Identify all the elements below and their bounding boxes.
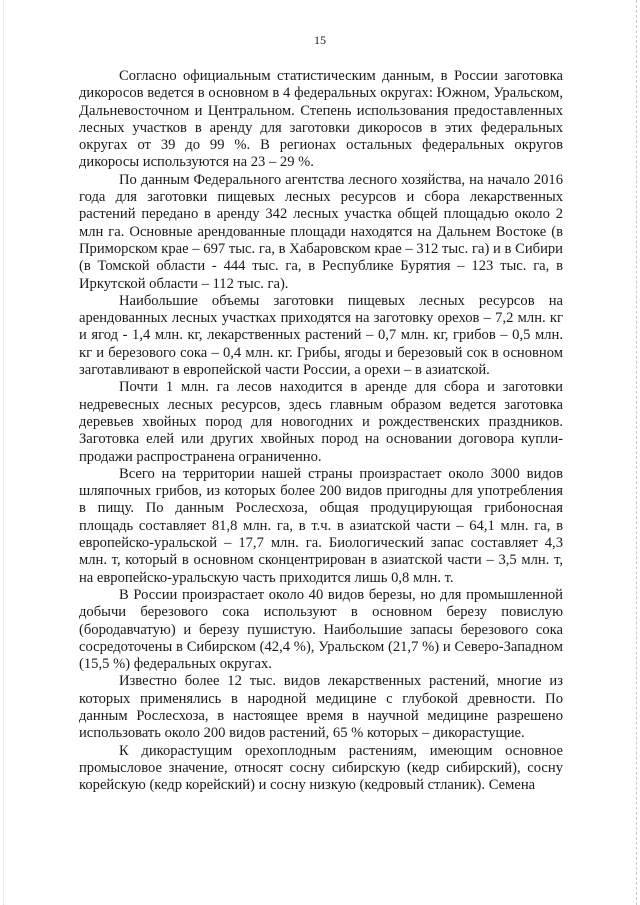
paragraph-2: По данным Федерального агентства лесного хозяйства, на начало 2016 года для заготовки пищевых лесных ресурсов и сбора лекарственных растений передано в аренду 342 лесных участка общей площадью около 2 млн га. Основные арендованные площади находятся на Дальнем Востоке (в Приморском крае – 697 тыс. га, в Хабаровском крае – 312 тыс. га) и в Сибири (в Томской области - 444 тыс. га, в Республике Бурятия – 123 тыс. га, в Иркутской области – 112 тыс. га). (79, 171, 563, 292)
paragraph-3: Наибольшие объемы заготовки пищевых лесных ресурсов на арендованных лесных участках приходятся на заготовку орехов – 7,2 млн. кг и ягод - 1,4 млн. кг, лекарственных растений – 0,7 млн. кг, грибов – 0,5 млн. кг и березового сока – 0,4 млн. кг. Грибы, ягоды и березовый сок в основном заготавливают в европейской части России, а орехи – в азиатской. (79, 292, 563, 379)
paragraph-5: Всего на территории нашей страны произрастает около 3000 видов шляпочных грибов, из которых более 200 видов пригодны для употребления в пищу. По данным Рослесхоза, общая продуцирующая грибоносная площадь составляет 81,8 млн. га, в т.ч. в азиатской части – 64,1 млн. га, в европейско-уральской – 17,7 млн. га. Биологический запас составляет 4,3 млн. т, который в основном сконцентрирован в азиатской части – 3,5 млн. т, на европейско-уральскую часть приходится лишь 0,8 млн. т. (79, 465, 563, 586)
page-number: 15 (314, 33, 326, 47)
scan-edge-right (636, 0, 637, 905)
body-text (79, 68, 563, 794)
paragraph-4: Почти 1 млн. га лесов находится в аренде для сбора и заготовки недревесных лесных ресурсов, здесь главным образом ведется заготовка деревьев хвойных пород для новогодних и рождественских праздников. Заготовка елей или других хвойных пород на основании договора купли-продажи распространена ограниченно. (79, 379, 563, 465)
paragraph-1: Согласно официальным статистическим данным, в России заготовка дикоросов ведется в основном в 4 федеральных округах: Южном, Уральском, Дальневосточном и Центральном. Степень использования предоставленных лесных участков в аренду для заготовки дикоросов в этих федеральных округах от 39 до 99 %. В регионах остальных федеральных округов дикоросы используются на 23 – 29 %. (79, 68, 563, 171)
paragraph-7: Известно более 12 тыс. видов лекарственных растений, многие из которых применялись в народной медицине с глубокой древности. По данным Рослесхоза, в настоящее время в научной медицине разрешено использовать около 200 видов растений, 65 % которых – дикорастущие. (79, 673, 563, 742)
paragraph-6: В России произрастает около 40 видов березы, но для промышленной добычи березового сока используют в основном березу повислую (бородавчатую) и березу пушистую. Наибольшие запасы березового сока сосредоточены в Сибирском (42,4 %), Уральском (21,7 %) и Северо-Западном (15,5 %) федеральных округах. (79, 586, 563, 673)
paragraph-8: К дикорастущим орехоплодным растениям, имеющим основное промысловое значение, относят сосну сибирскую (кедр сибирский), сосну корейскую (кедр корейский) и сосну низкую (кедровый стланик). Семена (79, 742, 563, 794)
scan-edge-left (3, 0, 4, 905)
